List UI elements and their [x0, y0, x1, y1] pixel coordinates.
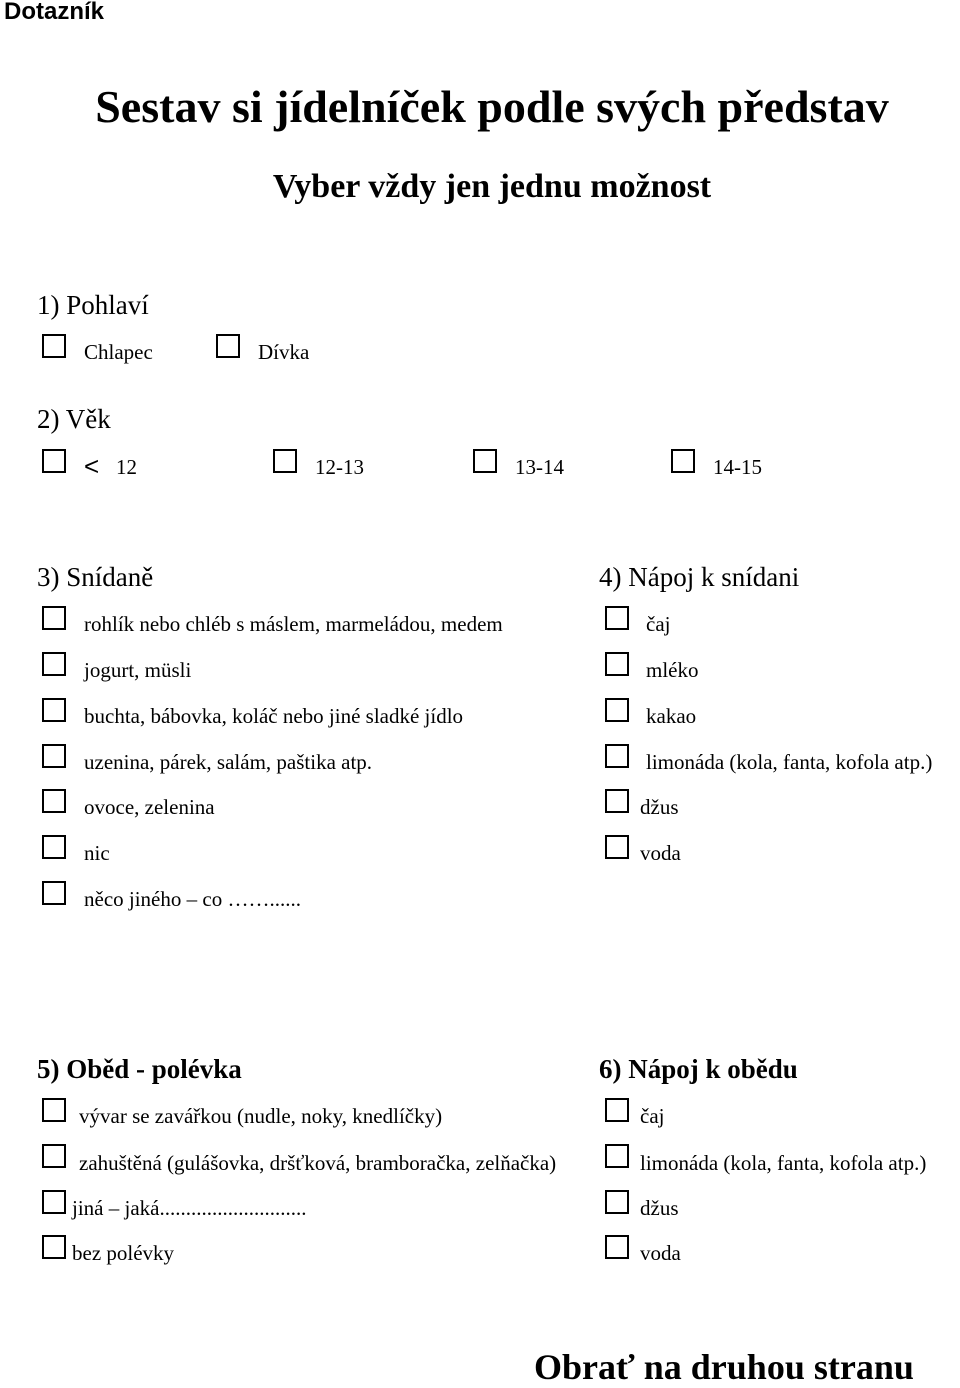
- checkbox-breakfast-1[interactable]: [42, 606, 66, 630]
- checkbox-breakfast-4[interactable]: [42, 744, 66, 768]
- checkbox-breakfast-drink-6[interactable]: [605, 835, 629, 859]
- question-5-heading: 5) Oběd - polévka: [37, 1054, 242, 1084]
- question-1-heading: 1) Pohlaví: [37, 290, 149, 320]
- checkbox-chlapec[interactable]: [42, 334, 66, 358]
- less-than-symbol: <: [84, 451, 100, 481]
- checkbox-soup-4[interactable]: [42, 1235, 66, 1259]
- option-soup-3: jiná – jaká............................: [72, 1196, 307, 1220]
- option-breakfast-drink-4: limonáda (kola, fanta, kofola atp.): [646, 750, 933, 774]
- option-breakfast-drink-1: čaj: [646, 612, 671, 636]
- checkbox-breakfast-drink-2[interactable]: [605, 652, 629, 676]
- document-label: Dotazník: [4, 0, 105, 25]
- checkbox-breakfast-7[interactable]: [42, 881, 66, 905]
- checkbox-breakfast-6[interactable]: [42, 835, 66, 859]
- checkbox-breakfast-drink-4[interactable]: [605, 744, 629, 768]
- checkbox-breakfast-drink-5[interactable]: [605, 789, 629, 813]
- checkbox-divka[interactable]: [216, 334, 240, 358]
- option-breakfast-5: ovoce, zelenina: [84, 795, 215, 819]
- question-6-heading: 6) Nápoj k obědu: [599, 1054, 798, 1084]
- checkbox-breakfast-2[interactable]: [42, 652, 66, 676]
- option-breakfast-drink-2: mléko: [646, 658, 699, 682]
- option-soup-4: bez polévky: [72, 1241, 175, 1265]
- question-2-heading: 2) Věk: [37, 404, 111, 434]
- question-3-heading: 3) Snídaně: [37, 562, 154, 592]
- option-breakfast-drink-3: kakao: [646, 704, 697, 728]
- question-4-heading: 4) Nápoj k snídani: [599, 562, 800, 592]
- option-age-13-14: 13-14: [515, 455, 564, 479]
- checkbox-age-13-14[interactable]: [473, 449, 497, 473]
- option-age-14-15: 14-15: [713, 455, 762, 479]
- option-lunch-drink-1: čaj: [640, 1104, 665, 1128]
- option-breakfast-3: buchta, bábovka, koláč nebo jiné sladké jídlo: [84, 704, 464, 728]
- option-breakfast-2: jogurt, müsli: [84, 658, 192, 682]
- checkbox-lunch-drink-3[interactable]: [605, 1190, 629, 1214]
- option-breakfast-4: uzenina, párek, salám, paštika atp.: [84, 750, 373, 774]
- option-soup-2: zahuštěná (gulášovka, dršťková, bramboračka, zelňačka): [79, 1151, 557, 1175]
- checkbox-lunch-drink-2[interactable]: [605, 1144, 629, 1168]
- option-lunch-drink-3: džus: [640, 1196, 679, 1220]
- checkbox-breakfast-3[interactable]: [42, 698, 66, 722]
- checkbox-age-under-12[interactable]: [42, 449, 66, 473]
- checkbox-breakfast-drink-1[interactable]: [605, 606, 629, 630]
- checkbox-soup-2[interactable]: [42, 1144, 66, 1168]
- checkbox-breakfast-drink-3[interactable]: [605, 698, 629, 722]
- checkbox-lunch-drink-4[interactable]: [605, 1235, 629, 1259]
- option-breakfast-1: rohlík nebo chléb s máslem, marmeládou, medem: [84, 612, 503, 636]
- option-soup-1: vývar se zavářkou (nudle, noky, knedlíčky): [79, 1104, 443, 1128]
- option-chlapec: Chlapec: [84, 340, 153, 364]
- option-breakfast-7: něco jiného – co ……......: [84, 887, 301, 911]
- page-subtitle: Vyber vždy jen jednu možnost: [272, 168, 712, 205]
- checkbox-age-14-15[interactable]: [671, 449, 695, 473]
- option-age-under-12: 12: [116, 455, 137, 479]
- checkbox-lunch-drink-1[interactable]: [605, 1098, 629, 1122]
- checkbox-age-12-13[interactable]: [273, 449, 297, 473]
- option-lunch-drink-2: limonáda (kola, fanta, kofola atp.): [640, 1151, 927, 1175]
- checkbox-breakfast-5[interactable]: [42, 789, 66, 813]
- option-divka: Dívka: [258, 340, 310, 364]
- option-breakfast-drink-6: voda: [640, 841, 681, 865]
- option-age-12-13: 12-13: [315, 455, 364, 479]
- page-title: Sestav si jídelníček podle svých představ: [95, 81, 889, 132]
- checkbox-soup-1[interactable]: [42, 1098, 66, 1122]
- turn-page-note: Obrať na druhou stranu: [534, 1347, 914, 1387]
- option-breakfast-6: nic: [84, 841, 110, 865]
- option-lunch-drink-4: voda: [640, 1241, 681, 1265]
- checkbox-soup-3[interactable]: [42, 1190, 66, 1214]
- option-breakfast-drink-5: džus: [640, 795, 679, 819]
